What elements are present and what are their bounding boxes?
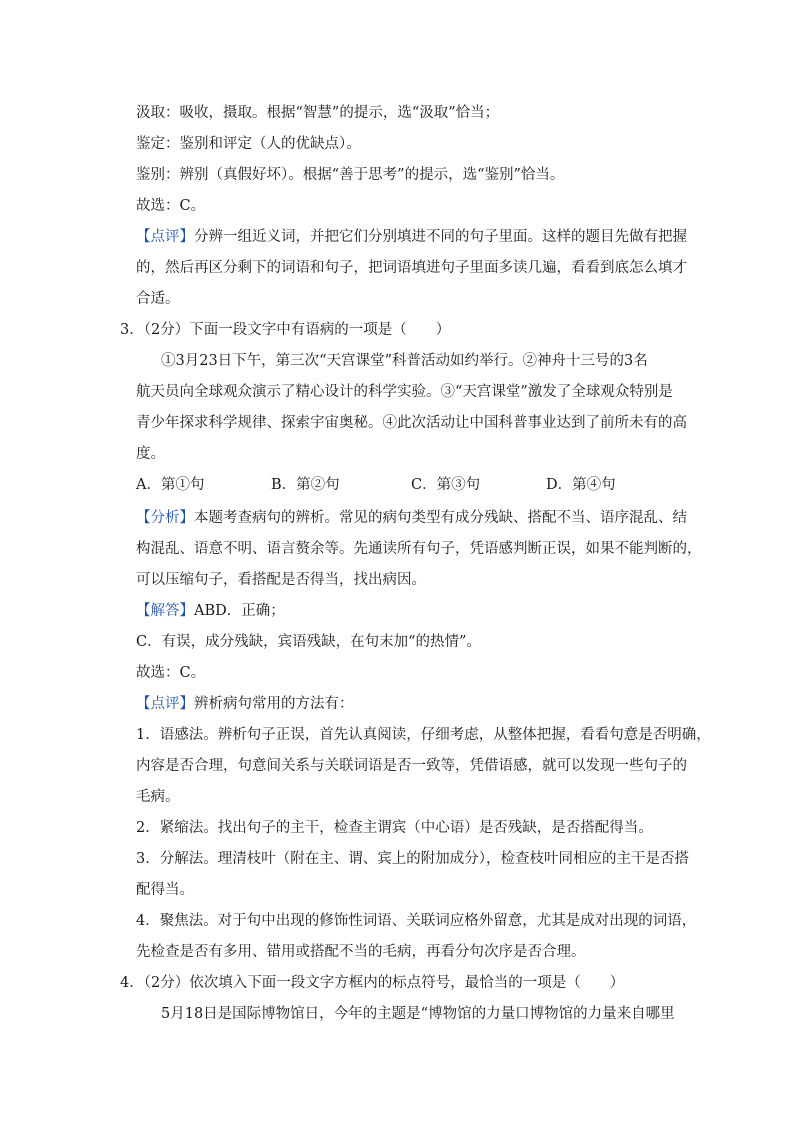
text-line: 合适。 (136, 291, 180, 307)
analysis-tag: 【分析】 (136, 510, 194, 526)
option-b: B．第②句 (271, 477, 340, 493)
text-line: 故选：C。 (136, 665, 206, 681)
text-line: 配得当。 (136, 882, 194, 898)
option-c: C．第③句 (411, 477, 481, 493)
text-line: 汲取：吸收，摄取。根据“智慧”的提示，选“汲取”恰当； (136, 105, 500, 121)
text-line: 构混乱、语意不明、语言赘余等。先通读所有句子，凭语感判断正误，如果不能判断的， (136, 541, 702, 557)
text-line: 1．语感法。辨析句子正误，首先认真阅读，仔细考虑，从整体把握，看看句意是否明确， (136, 727, 711, 743)
solution-line (136, 601, 676, 621)
comment-tag: 【点评】 (136, 696, 194, 712)
text-line: 2．紧缩法。找出句子的主干，检查主谓宾（中心语）是否残缺，是否搭配得当。 (136, 820, 653, 836)
passage-line: 度。 (136, 446, 165, 462)
text-line: 毛病。 (136, 789, 180, 805)
passage-line: 航天员向全球观众演示了精心设计的科学实验。③“天宫课堂”激发了全球观众特别是 (136, 384, 673, 400)
option-a: A．第①句 (136, 477, 205, 493)
solution-text: ABD．正确； (194, 603, 285, 619)
question-3-title: 3．（2分）下面一段文字中有语病的一项是（ ） (120, 322, 451, 338)
text-line: 内容是否合理，句意间关系与关联词语是否一致等，凭借语感，就可以发现一些句子的 (136, 758, 687, 774)
comment-line (136, 227, 687, 247)
passage-line: ①3月23日下午，第三次“天宫课堂”科普活动如约举行。②神舟十三号的3名 (161, 353, 648, 369)
text-line: 可以压缩句子，看搭配是否得当，找出病因。 (136, 572, 426, 588)
text-line: 故选：C。 (136, 198, 206, 214)
text-line: C．有误，成分残缺，宾语残缺，在句末加“的热情”。 (136, 634, 481, 650)
text-line: 先检查是否有多用、错用或搭配不当的毛病，再看分句次序是否合理。 (136, 944, 586, 960)
solution-tag: 【解答】 (136, 603, 194, 619)
text-line: 3．分解法。理清枝叶（附在主、谓、宾上的附加成分），检查枝叶同相应的主干是否搭 (136, 851, 689, 867)
analysis-line (136, 508, 687, 528)
comment-tag: 【点评】 (136, 229, 194, 245)
text-line: 鉴定：鉴别和评定（人的优缺点）。 (136, 136, 361, 152)
text-line: 鉴别：辨别（真假好坏）。根据“善于思考”的提示，选“鉴别”恰当。 (136, 167, 565, 183)
comment-text: 辨析病句常用的方法有： (194, 696, 354, 712)
passage-line: 青少年探求科学规律、探索宇宙奥秘。④此次活动让中国科普事业达到了前所未有的高 (136, 415, 687, 431)
comment-text: 分辨一组近义词，并把它们分别填进不同的句子里面。这样的题目先做有把握 (194, 229, 687, 245)
text-line: 的，然后再区分剩下的词语和句子，把词语填进句子里面多读几遍，看看到底怎么填才 (136, 260, 687, 276)
comment-line (136, 694, 676, 714)
option-d: D．第④句 (546, 477, 616, 493)
question-4-title: 4．（2分）依次填入下面一段文字方框内的标点符号，最恰当的一项是（ ） (120, 975, 625, 991)
analysis-text: 本题考查病句的辨析。常见的病句类型有成分残缺、搭配不当、语序混乱、结 (194, 510, 687, 526)
passage-line: 5月18日是国际博物馆日，今年的主题是“博物馆的力量口博物馆的力量来自哪里 (161, 1006, 675, 1022)
text-line: 4．聚焦法。对于句中出现的修饰性词语、关联词应格外留意，尤其是成对出现的词语， (136, 913, 697, 929)
